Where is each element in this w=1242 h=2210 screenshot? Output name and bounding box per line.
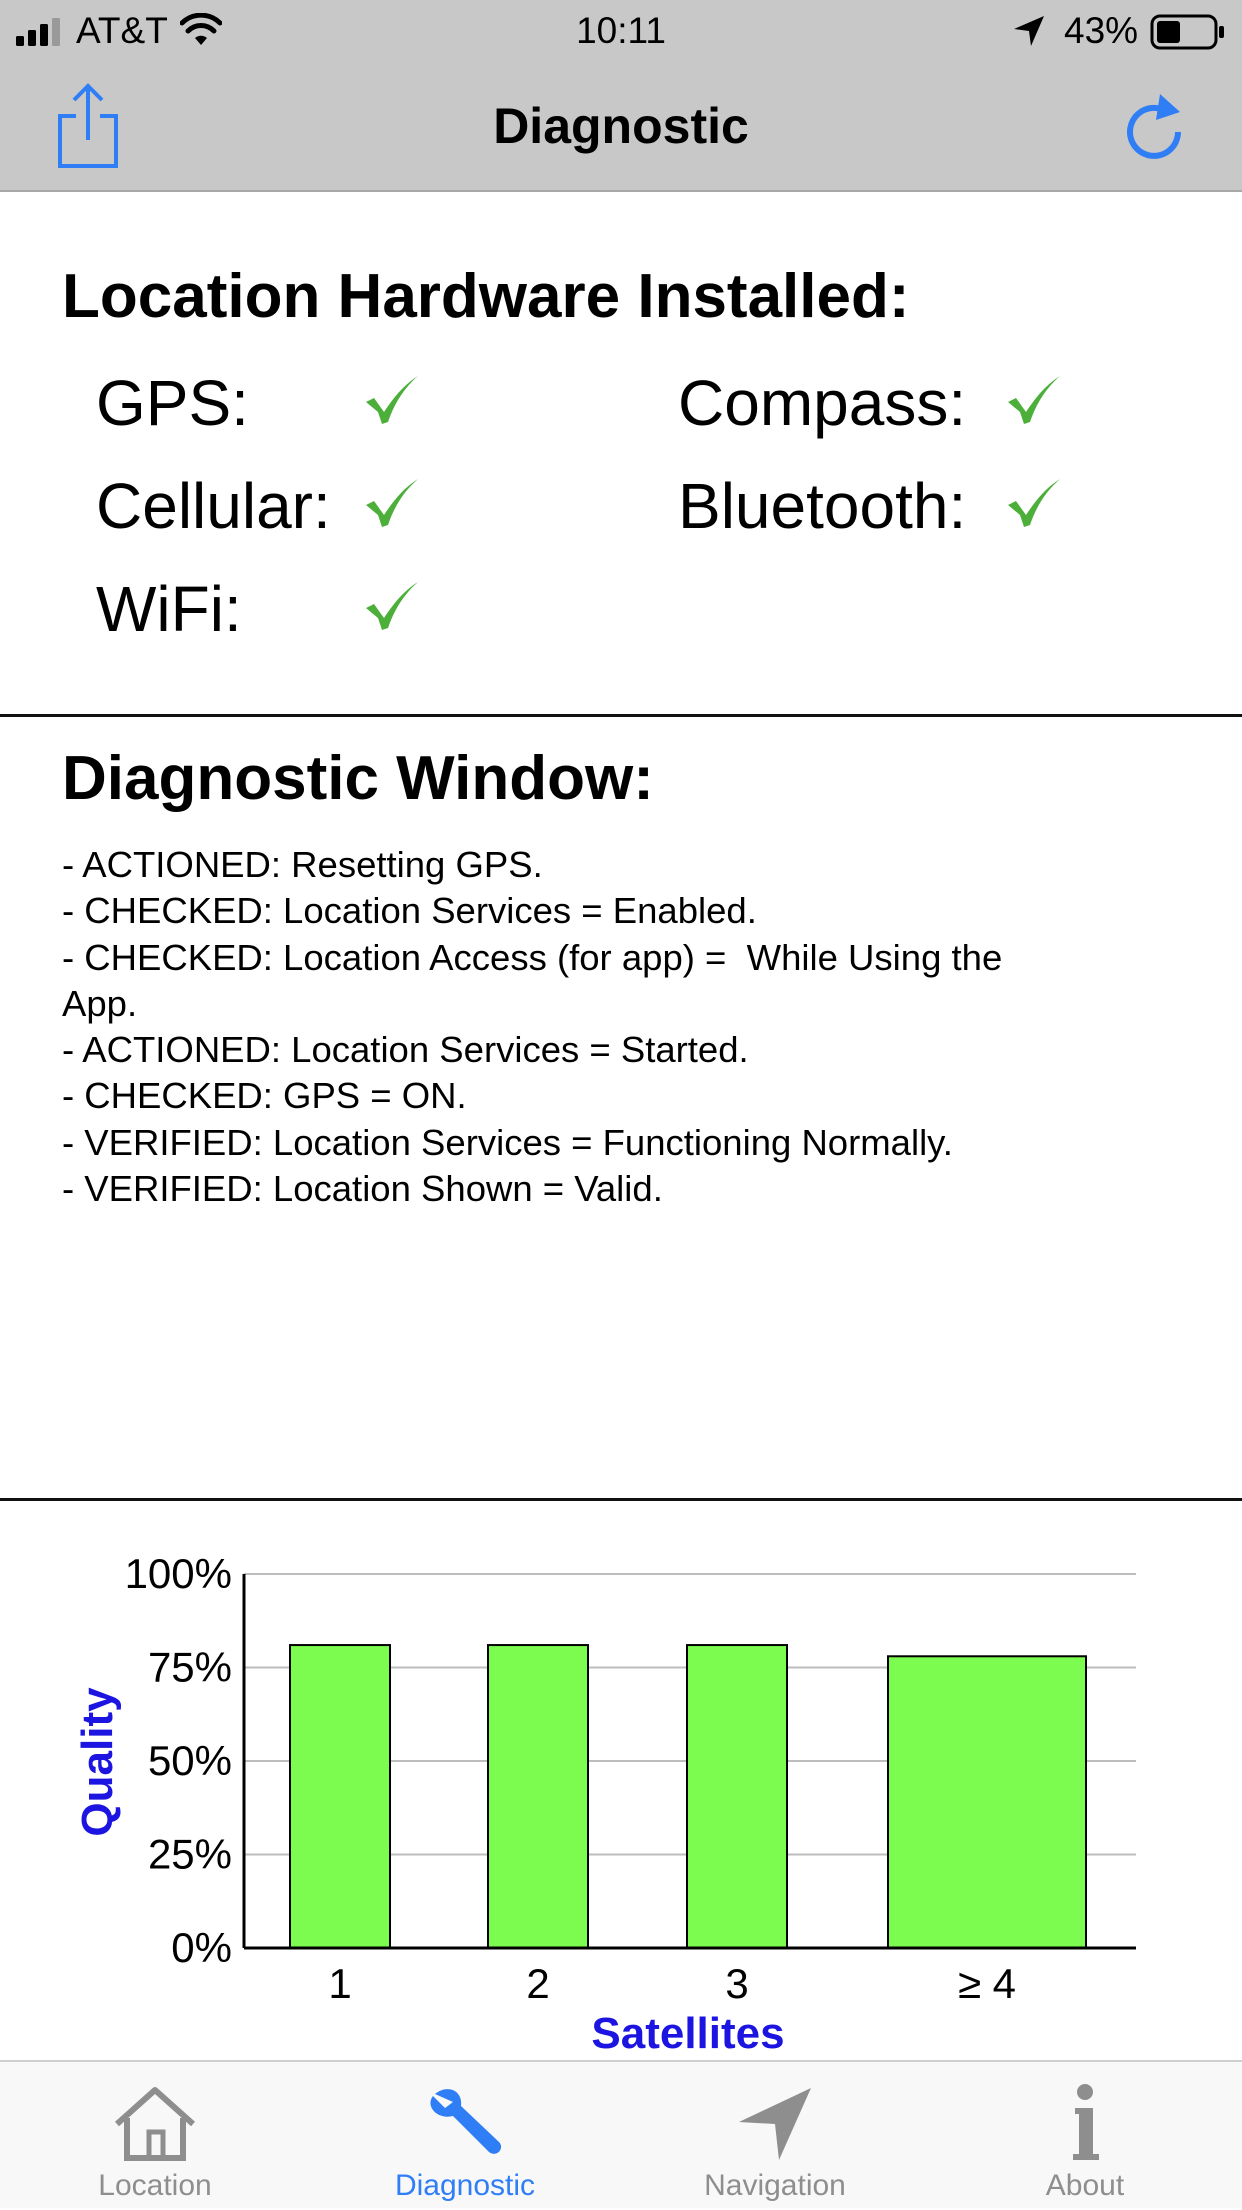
tab-location[interactable] (0, 2062, 310, 2210)
satellite-quality-chart (0, 1502, 1242, 2062)
page-title: Diagnostic (493, 98, 749, 154)
x-tick-label: 3 (725, 1960, 749, 2007)
log-line: App. (62, 982, 138, 1024)
bar (488, 1645, 588, 1948)
refresh-icon (1122, 90, 1186, 160)
log-line: - VERIFIED: Location Services = Functioning Normally. (62, 1121, 953, 1163)
info-icon (1041, 2084, 1129, 2164)
tab-label: Location (98, 2169, 212, 2202)
log-line: - VERIFIED: Location Shown = Valid. (62, 1168, 663, 1210)
battery-icon (1150, 14, 1226, 55)
hardware-title: Location Hardware Installed: (62, 262, 910, 331)
diagnostic-title: Diagnostic Window: (62, 744, 654, 813)
log-line: - CHECKED: Location Services = Enabled. (62, 890, 757, 932)
wrench-icon (421, 2084, 509, 2164)
divider (0, 714, 1242, 717)
hardware-label: Bluetooth: (678, 470, 967, 542)
tab-bar (0, 2060, 1242, 2208)
y-tick-label: 75% (147, 1643, 232, 1691)
clock: 10:11 (576, 10, 666, 51)
bar (290, 1645, 390, 1948)
y-tick-label: 50% (147, 1737, 232, 1784)
house-icon (111, 2084, 199, 2164)
tab-about[interactable] (930, 2062, 1240, 2210)
checkmark-icon (1004, 372, 1064, 432)
tab-label: Navigation (704, 2169, 846, 2202)
log-line: - CHECKED: GPS = ON. (62, 1075, 467, 1117)
diagnostic-log (62, 842, 1202, 1212)
tab-navigation[interactable] (620, 2062, 930, 2210)
x-tick-label: ≥ 4 (957, 1960, 1017, 2007)
x-axis-title: Satellites (591, 2009, 785, 2058)
log-line: - ACTIONED: Location Services = Started. (62, 1029, 749, 1071)
tab-diagnostic[interactable] (310, 2062, 620, 2210)
y-axis-title: Quality (73, 1687, 122, 1837)
tab-label: About (1045, 2169, 1125, 2202)
carrier-label: AT&T (76, 10, 168, 51)
battery-percent: 43% (1064, 10, 1139, 51)
x-tick-label: 2 (526, 1960, 550, 2007)
checkmark-icon (362, 578, 422, 638)
log-line: - CHECKED: Location Access (for app) = While Using the (62, 936, 1003, 978)
y-tick-label: 25% (147, 1830, 232, 1878)
location-arrow-icon (1012, 14, 1046, 53)
bar (687, 1645, 787, 1948)
x-tick-label: 1 (328, 1960, 352, 2007)
bar (888, 1656, 1086, 1948)
checkmark-icon (362, 372, 422, 432)
hardware-label: GPS: (96, 367, 249, 439)
hardware-label: WiFi: (96, 573, 242, 645)
checkmark-icon (362, 475, 422, 535)
refresh-button[interactable] (1122, 90, 1186, 160)
y-tick-label: 0% (171, 1924, 232, 1971)
log-line: - ACTIONED: Resetting GPS. (62, 844, 543, 885)
hardware-label: Cellular: (96, 470, 331, 542)
checkmark-icon (1004, 475, 1064, 535)
hardware-label: Compass: (678, 367, 967, 439)
tab-label: Diagnostic (394, 2169, 536, 2202)
y-tick-label: 100% (124, 1550, 232, 1597)
navigation-arrow-icon (731, 2084, 819, 2164)
divider (0, 1498, 1242, 1501)
top-bar (0, 0, 1242, 192)
